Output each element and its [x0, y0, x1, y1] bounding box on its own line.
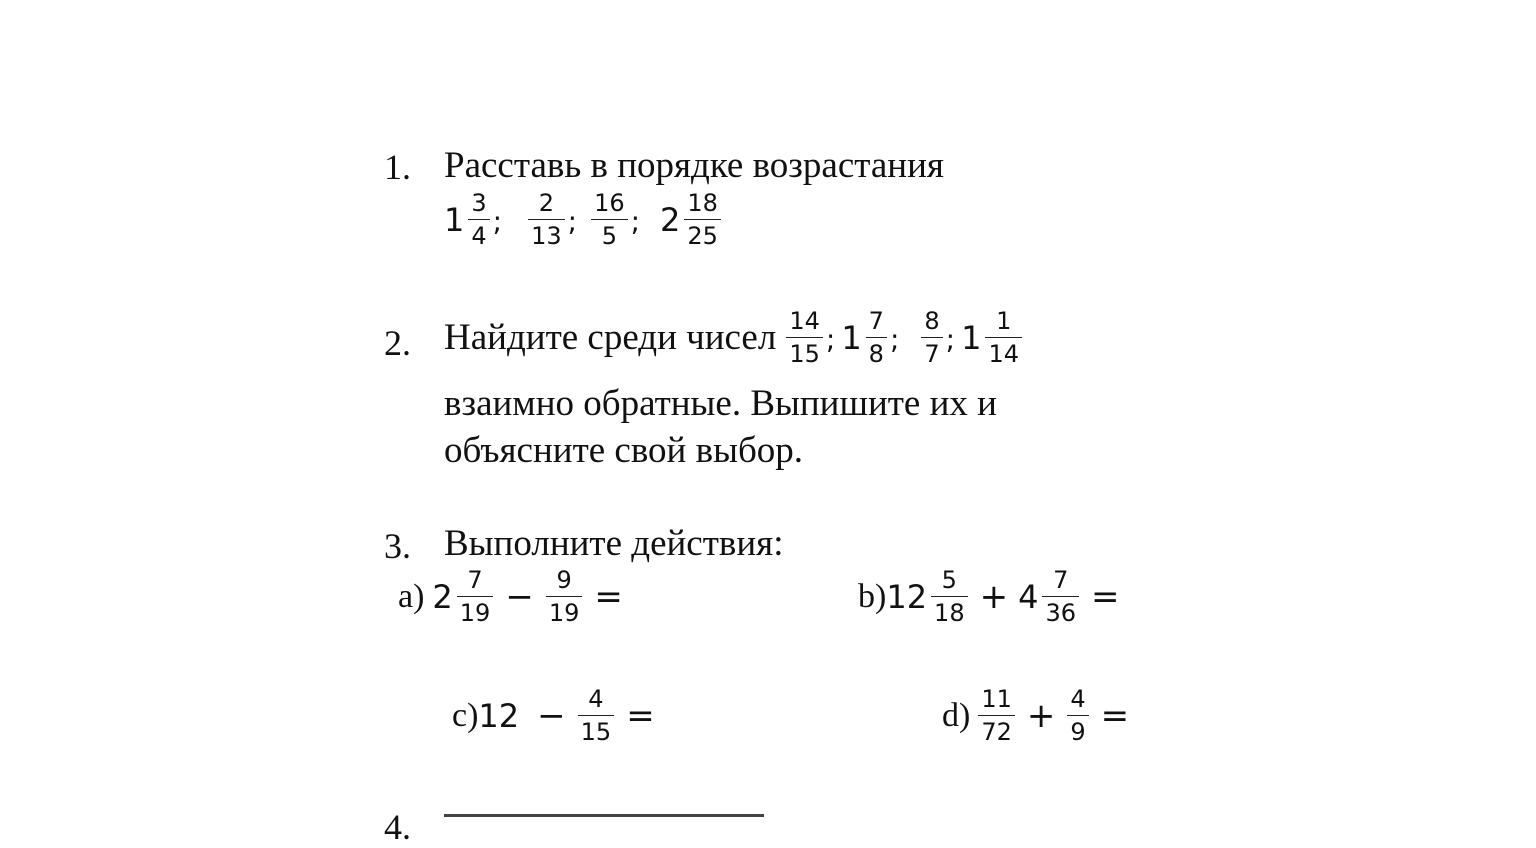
q3d-fraction1	[978, 686, 1015, 745]
q2-item1-num: 14	[789, 307, 820, 335]
q3c-num: 4	[588, 685, 604, 713]
q3b-den2: 36	[1045, 599, 1076, 627]
q3d-num1: 11	[981, 685, 1012, 713]
q1-item2-den: 13	[531, 222, 562, 250]
q3d-num2: 4	[1070, 685, 1086, 713]
q3a-den1: 19	[459, 599, 491, 627]
q2-sep1: ;	[825, 323, 836, 356]
q3b-equals: =	[1091, 576, 1120, 617]
q1-number: 1.	[384, 147, 411, 187]
q3b-whole1: 12	[886, 577, 928, 616]
q1-text: Расставь в порядке возрастания	[444, 145, 944, 186]
q3c-equals: =	[626, 695, 655, 736]
q3c-whole: 12	[478, 696, 520, 735]
q3b-num2: 7	[1053, 566, 1069, 594]
q2-sep3: ;	[945, 323, 956, 356]
q1-item4-den: 25	[687, 222, 718, 250]
q2-item3-fraction	[921, 308, 942, 367]
q1-sep1: ;	[492, 205, 503, 238]
q3-task-c	[452, 686, 665, 745]
q3a-num2: 9	[556, 566, 572, 594]
q3b-fraction2	[1042, 567, 1079, 626]
q3b-whole2: 4	[1018, 577, 1039, 616]
q3d-den2: 9	[1070, 718, 1086, 746]
q3b-fraction1	[931, 567, 968, 626]
q2-number: 2.	[384, 323, 411, 363]
q1-item1-num: 3	[471, 189, 487, 217]
q2-item2-fraction	[866, 308, 887, 367]
q3a-label: a)	[398, 577, 425, 615]
q3a-den2: 19	[548, 599, 580, 627]
q2-text: Найдите среди чисел	[444, 317, 777, 358]
q3-task-b	[858, 567, 1130, 626]
q3d-den1: 72	[981, 718, 1012, 746]
q2-item3-num: 8	[924, 307, 940, 335]
q3b-label: b)	[858, 577, 887, 615]
q2-item2-whole: 1	[841, 318, 862, 357]
q1-sep3: ;	[630, 205, 641, 238]
q2-item4-num: 1	[996, 307, 1012, 335]
q3c-fraction	[578, 686, 615, 745]
q1-item2-num: 2	[538, 189, 554, 217]
q4-number: 4.	[384, 807, 411, 847]
q2-item2-num: 7	[868, 307, 884, 335]
q2-item4-fraction	[985, 308, 1022, 367]
q1-item3-den: 5	[601, 222, 617, 250]
q3d-operator: +	[1026, 695, 1056, 736]
q3-task-d	[942, 686, 1139, 745]
q2-line3: объясните свой выбор.	[444, 430, 804, 471]
q1-item2-fraction	[528, 190, 565, 249]
q3d-equals: =	[1100, 695, 1130, 736]
q1-item4-whole: 2	[660, 200, 681, 239]
q3a-equals: =	[594, 576, 623, 617]
q3a-num1: 7	[467, 566, 483, 594]
q3b-num1: 5	[941, 566, 957, 594]
q2-item1-den: 15	[789, 340, 820, 368]
q4-text-cutoff	[444, 812, 764, 822]
q3-text: Выполните действия:	[444, 523, 784, 564]
q1-item1-den: 4	[471, 222, 487, 250]
q1-item1-whole: 1	[444, 200, 465, 239]
q2-item4-whole: 1	[961, 318, 982, 357]
q2-item4-den: 14	[988, 340, 1020, 368]
q2-item3-den: 7	[924, 340, 940, 368]
q1-item3-fraction	[591, 190, 628, 249]
q3d-fraction2	[1067, 686, 1088, 745]
q1-sep2: ;	[567, 205, 578, 238]
q3-task-a	[398, 567, 633, 626]
q2-fractions	[784, 308, 1024, 367]
q3b-operator: +	[979, 576, 1009, 617]
q3a-operator: −	[505, 576, 534, 617]
q1-item4-num: 18	[687, 189, 718, 217]
q3a-fraction1	[457, 567, 494, 626]
q2-sep2: ;	[889, 323, 900, 356]
q1-item4-fraction	[684, 190, 721, 249]
q3c-label: c)	[452, 696, 479, 734]
q2-line1	[444, 308, 1024, 367]
q2-item1-fraction	[786, 308, 823, 367]
q3c-den: 15	[580, 718, 612, 746]
q1-item3-num: 16	[594, 189, 625, 217]
q3a-whole: 2	[432, 577, 453, 616]
q1-fractions	[444, 190, 723, 249]
q3-number: 3.	[384, 526, 411, 566]
q3a-fraction2	[546, 567, 583, 626]
q3d-label: d)	[942, 696, 971, 734]
q2-item2-den: 8	[868, 340, 884, 368]
q1-item1-fraction	[468, 190, 489, 249]
q3c-operator: −	[537, 695, 566, 736]
q3b-den1: 18	[934, 599, 965, 627]
q2-line2: взаимно обратные. Выпишите их и	[444, 383, 997, 424]
